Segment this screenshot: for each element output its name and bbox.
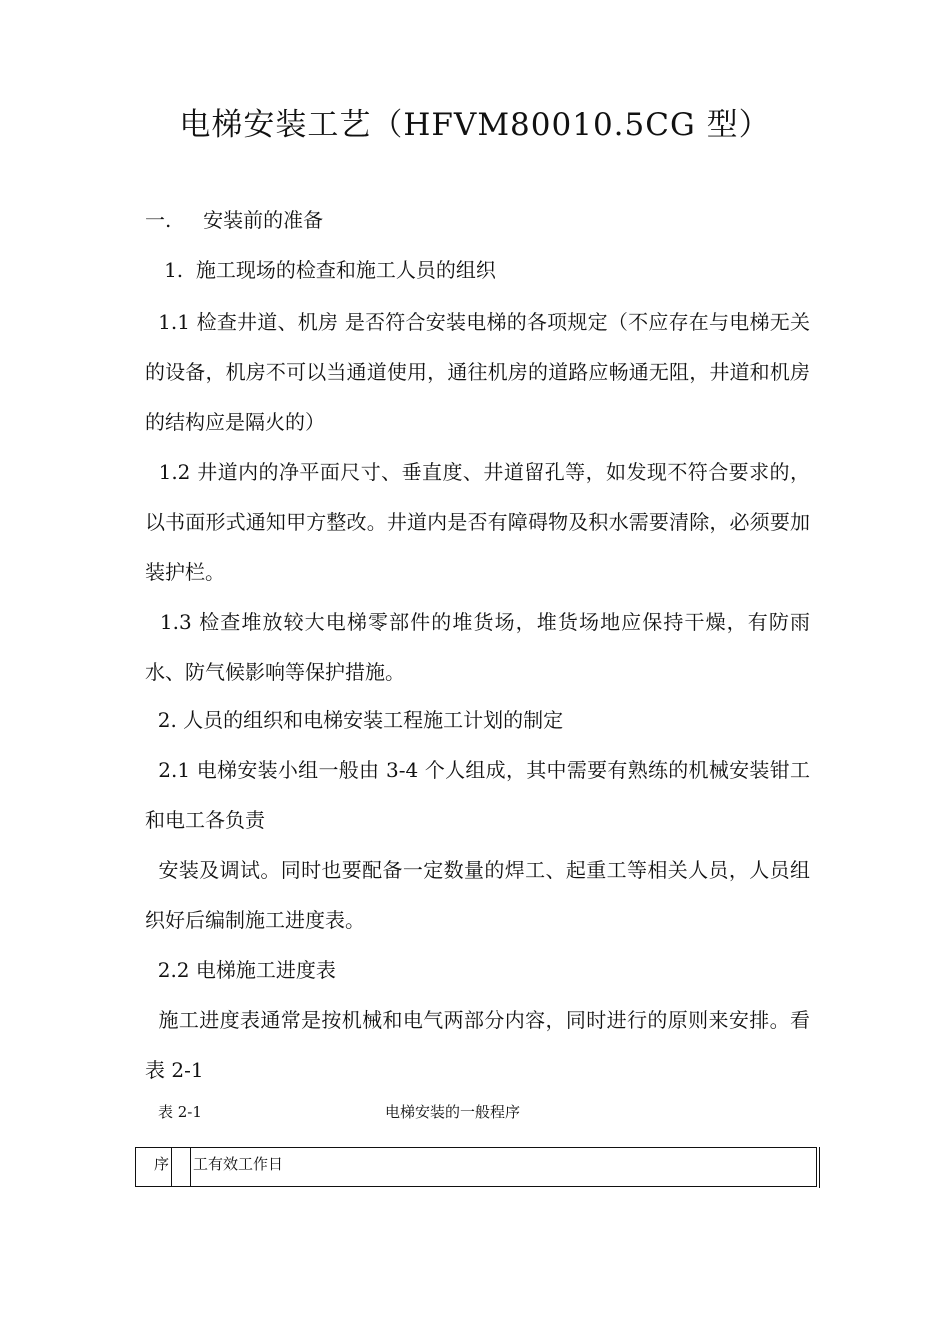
paragraph: 2.1 电梯安装小组一般由 3-4 个人组成，其中需要有熟练的机械安装钳工和电工各负责 — [145, 758, 810, 832]
subsection-heading: 1. 施工现场的检查和施工人员的组织 — [145, 258, 496, 282]
table-header-cell: 序 — [154, 1155, 170, 1173]
table-caption: 电梯安装的一般程序 — [385, 1103, 521, 1121]
subsection-heading: 2. 人员的组织和电梯安装工程施工计划的制定 — [145, 708, 564, 732]
section-heading: 一. 安装前的准备 — [145, 208, 324, 232]
paragraph: 1.2 井道内的净平面尺寸、垂直度、井道留孔等，如发现不符合要求的，以书面形式通知甲方整改。井道内是否有障碍物及积水需要清除，必须要加装护栏。 — [145, 460, 810, 584]
table-column-divider — [190, 1148, 191, 1186]
paragraph: 1.1 检查井道、机房 是否符合安装电梯的各项规定（不应存在与电梯无关的设备，机房不可以当通道使用，通往机房的道路应畅通无阻，井道和机房的结构应是隔火的） — [145, 310, 810, 434]
table-header-cell: 工有效工作日 — [193, 1155, 284, 1173]
paragraph: 2.2 电梯施工进度表 — [145, 958, 336, 982]
paragraph: 1.3 检查堆放较大电梯零部件的堆货场，堆货场地应保持干燥，有防雨水、防气候影响等保护措施。 — [145, 610, 810, 684]
paragraph: 施工进度表通常是按机械和电气两部分内容，同时进行的原则来安排。看表 2-1 — [145, 1008, 810, 1082]
table-number: 表 2-1 — [158, 1103, 202, 1121]
schedule-table — [135, 1147, 817, 1187]
paragraph: 安装及调试。同时也要配备一定数量的焊工、起重工等相关人员，人员组织好后编制施工进度表。 — [145, 858, 810, 932]
document-title: 电梯安装工艺（HFVM80010.5CG 型） — [179, 107, 771, 143]
table-column-divider — [171, 1148, 172, 1186]
table-double-border — [819, 1147, 820, 1188]
